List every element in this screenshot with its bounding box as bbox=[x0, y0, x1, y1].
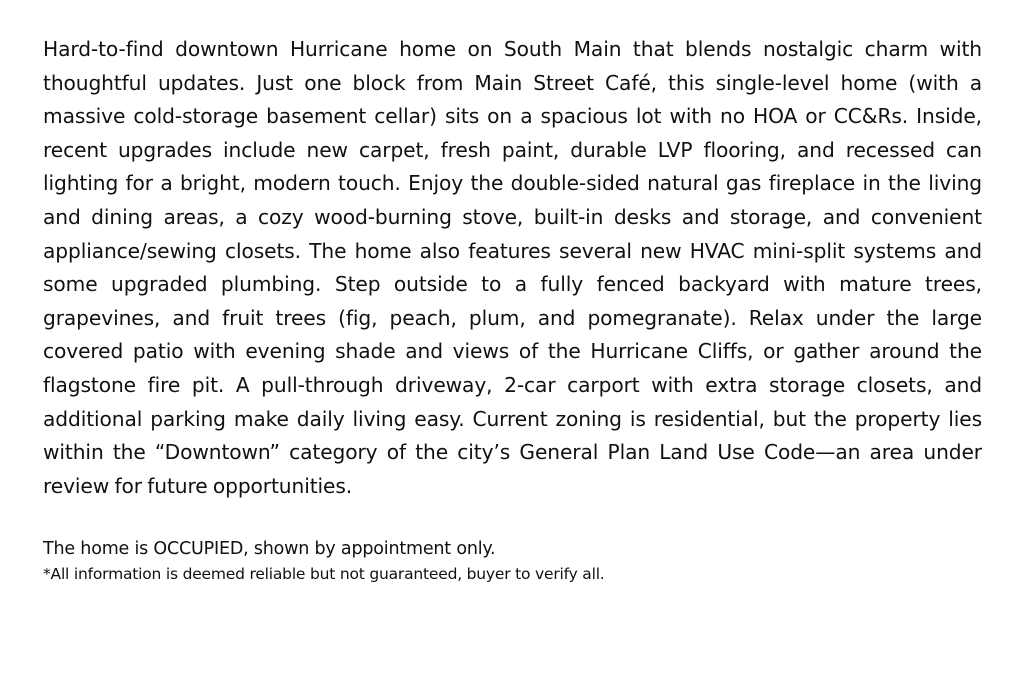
occupied-note: The home is OCCUPIED, shown by appointment only. bbox=[43, 539, 496, 560]
disclaimer-note: *All information is deemed reliable but not guaranteed, buyer to verify all. bbox=[43, 565, 605, 584]
listing-document bbox=[43, 33, 982, 586]
listing-notes bbox=[43, 537, 982, 586]
listing-description: Hard-to-find downtown Hurricane home on South Main that blends nostalgic charm with thoughtful updates. Just one block from Main Street Café, this single-level home (with a massive cold-storage basement cellar) sits on a spacious lot with no HOA or CC&Rs. Inside, recent upgrades include new carpet, fresh paint, durable LVP flooring, and recessed can lighting for a bright, modern touch. Enjoy the double-sided natural gas fireplace in the living and dining areas, a cozy wood-burning stove, built-in desks and storage, and convenient appliance/sewing closets. The home also features several new HVAC mini-split systems and some upgraded plumbing. Step outside to a fully fenced backyard with mature trees, grapevines, and fruit trees (fig, peach, plum, and pomegranate). Relax under the large covered patio with evening shade and views of the Hurricane Cliffs, or gather around the flagstone fire pit. A pull-through driveway, 2-car carport with extra storage closets, and additional parking make daily living easy. Current zoning is residential, but the property lies within the “Downtown” category of the city’s General Plan Land Use Code—an area under review for future opportunities. bbox=[43, 37, 982, 498]
